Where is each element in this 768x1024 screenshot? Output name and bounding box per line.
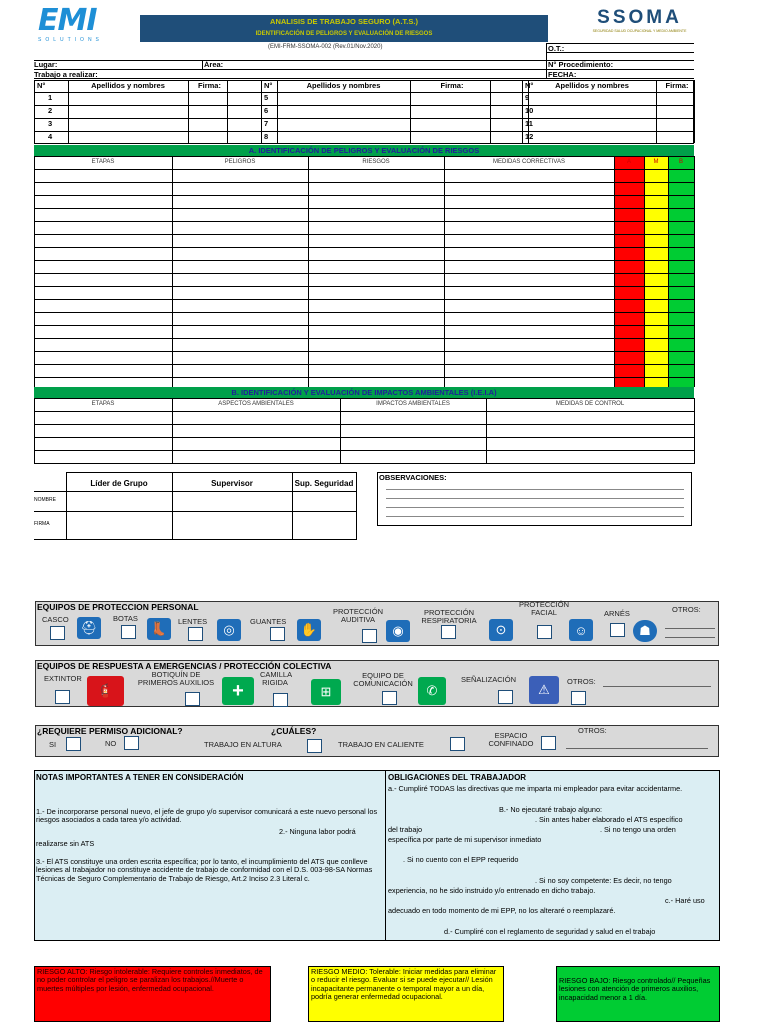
worker-number: 7 xyxy=(264,119,269,128)
nota-3: 3.- El ATS constituye una orden escrita específica; por lo tanto, el incumplimiento del ATS que conlleve lesiones al trabajador no constituye accidente de trabajo de conformidad con el D.S. 003-98-SA Normas Técnicas de Seguro Complementario de Trabajo de Riesgo, Art.2 Inciso 2.3 Literal c. xyxy=(36,857,373,883)
col-line xyxy=(410,80,411,143)
senalizacion-checkbox[interactable] xyxy=(498,690,513,704)
permiso-otros-label: OTROS: xyxy=(578,726,607,735)
hazard-row[interactable] xyxy=(35,313,613,324)
col-header-firma: Firma: xyxy=(665,81,689,90)
signature-sign-cell[interactable] xyxy=(293,512,355,538)
fecha-field[interactable]: FECHA: xyxy=(548,70,577,79)
caliente-label: TRABAJO EN CALIENTE xyxy=(338,740,424,749)
signature-row-firma: FIRMA xyxy=(34,521,50,527)
form-title: ANALISIS DE TRABAJO SEGURO (A.T.S.) xyxy=(270,17,418,26)
hazard-row[interactable] xyxy=(35,222,613,233)
obligacion-b4b: experiencia, no he sido instruido y/o entrenado en dicho trabajo. xyxy=(388,886,596,895)
row-line xyxy=(34,143,694,144)
worker-name-cell[interactable] xyxy=(278,106,409,117)
col-line xyxy=(644,156,645,387)
risk-medium-column xyxy=(644,156,668,387)
ssoma-subtext: SEGURIDAD SALUD OCUPACIONAL Y MEDIO AMBIENTE xyxy=(592,29,687,33)
lentes-checkbox[interactable] xyxy=(188,627,203,641)
col-header-2: IMPACTOS AMBIENTALES xyxy=(376,401,450,407)
worker-number: 4 xyxy=(48,132,53,141)
worker-number: 11 xyxy=(525,119,533,128)
signature-sign-cell[interactable] xyxy=(173,512,291,538)
epp-title: EQUIPOS DE PROTECCION PERSONAL xyxy=(37,602,199,612)
signature-header-1: Supervisor xyxy=(211,479,253,488)
worker-number: 5 xyxy=(264,93,269,102)
confinado-checkbox[interactable] xyxy=(541,736,556,750)
worker-number: 1 xyxy=(48,93,53,102)
col-header-3: MEDIDAS DE CONTROL xyxy=(555,401,625,407)
risk-low-column xyxy=(668,156,694,387)
obligacion-b1b: del trabajo xyxy=(388,825,423,834)
cuales-title: ¿CUÁLES? xyxy=(271,726,317,736)
signage-icon: ⚠ xyxy=(529,676,559,704)
obligacion-c: c.- Haré uso xyxy=(665,896,705,905)
worker-name-cell[interactable] xyxy=(69,106,187,117)
worker-name-cell[interactable] xyxy=(278,93,409,104)
observaciones-box[interactable] xyxy=(377,472,692,526)
nota-2: 2.- Ninguna labor podrá xyxy=(279,827,356,836)
hazard-row[interactable] xyxy=(35,274,613,285)
permit-title: ¿REQUIERE PERMISO ADICIONAL? xyxy=(37,726,183,736)
arnes-label: ARNÉS xyxy=(604,609,630,618)
worker-name-cell[interactable] xyxy=(69,93,187,104)
col-header-n: N° xyxy=(525,81,534,90)
section-a-title: A. IDENTIFICACIÓN DE PELIGROS Y EVALUACIÓN DE RIESGOS xyxy=(34,145,694,156)
col-header-name: Apellidos y nombres xyxy=(555,81,629,90)
col-header-n: N° xyxy=(264,81,273,90)
signature-name-cell[interactable] xyxy=(293,492,355,510)
col-header-4: A xyxy=(626,159,631,165)
signature-sign-cell[interactable] xyxy=(67,512,171,538)
environment-row[interactable] xyxy=(35,425,693,436)
riesgo-alto-box: RIESGO ALTO: Riesgo intolerable: Requiere controles inmediatos, de no poder controlar el peligro se paralizan los trabajos.//Muerte o muertes múltiples por lesión, enfermedad ocupacional. xyxy=(34,966,271,1022)
col-line xyxy=(34,80,35,143)
arnes-checkbox[interactable] xyxy=(610,623,625,637)
comunicacion-checkbox[interactable] xyxy=(382,691,397,705)
altura-checkbox[interactable] xyxy=(307,739,322,753)
harness-icon: ☗ xyxy=(633,620,657,642)
hazard-row[interactable] xyxy=(35,352,613,363)
casco-label: CASCO xyxy=(42,615,69,624)
hazard-row[interactable] xyxy=(35,300,613,311)
obligaciones-title: OBLIGACIONES DEL TRABAJADOR xyxy=(388,773,527,782)
col-line xyxy=(656,80,657,143)
environment-row[interactable] xyxy=(35,412,693,423)
respirator-icon: ⊙ xyxy=(489,619,513,641)
worker-number: 2 xyxy=(48,106,53,115)
col-header-n: N° xyxy=(37,81,46,90)
obligacion-b2: . Si no tengo una orden xyxy=(600,825,676,834)
obligacion-b3: . Si no cuento con el EPP requerido xyxy=(403,855,519,864)
col-line xyxy=(188,80,189,143)
col-line xyxy=(693,80,694,143)
col-header-0: ETAPAS xyxy=(91,159,115,165)
worker-number: 10 xyxy=(525,106,534,115)
ear-protection-icon: ◉ xyxy=(386,620,410,642)
col-header-5: M xyxy=(653,159,659,165)
lugar-field[interactable]: Lugar: xyxy=(34,60,58,69)
facial-checkbox[interactable] xyxy=(537,625,552,639)
first-aid-icon: + xyxy=(222,677,254,705)
row-line xyxy=(34,539,356,540)
row-line xyxy=(34,463,694,464)
signature-header-0: Líder de Grupo xyxy=(90,479,148,488)
row-line xyxy=(34,398,694,399)
obligacion-d: d.- Cumpliré con el reglamento de seguridad y salud en el trabajo xyxy=(444,927,656,936)
caliente-checkbox[interactable] xyxy=(450,737,465,751)
risk-high-column xyxy=(614,156,644,387)
workers-table xyxy=(34,80,694,144)
area-field[interactable]: Área: xyxy=(204,60,224,69)
signatures-table xyxy=(34,472,356,540)
worker-name-cell[interactable] xyxy=(278,132,409,143)
worker-name-cell[interactable] xyxy=(529,119,655,130)
casco-checkbox[interactable] xyxy=(50,626,65,640)
col-header-firma: Firma: xyxy=(198,81,221,90)
no-label: NO xyxy=(105,739,117,748)
logo-subtext: SOLUTIONS xyxy=(38,37,103,43)
title-bar xyxy=(140,15,548,42)
extintor-checkbox[interactable] xyxy=(55,690,70,704)
environment-table xyxy=(34,398,694,464)
col-header-name: Apellidos y nombres xyxy=(91,81,165,90)
worker-number: 9 xyxy=(525,93,530,102)
facial-label: PROTECCIÓN FACIAL xyxy=(518,600,569,617)
trabajo-field[interactable]: Trabajo a realizar: xyxy=(34,70,98,79)
riesgo-medio-box: RIESGO MEDIO: Tolerable: Iniciar medidas para eliminar o reducir el riesgo. Evaluar si se puede ejecutar// Lesión incapacitante permanente o temporal mayor a un día, podría generar enfermedad ocupacional. xyxy=(308,966,504,1022)
senalizacion-label: SEÑALIZACIÓN xyxy=(461,675,517,684)
hazard-row[interactable] xyxy=(35,261,613,272)
obligacion-a: a.- Cumpliré TODAS las directivas que me imparta mi empleador para evitar accidentarme. xyxy=(388,784,683,793)
ot-field[interactable]: O.T.: xyxy=(548,44,565,53)
auditiva-label: PROTECCIÓN AUDITIVA xyxy=(332,607,383,624)
worker-number: 8 xyxy=(264,132,269,141)
col-line xyxy=(694,398,695,464)
col-line xyxy=(614,156,615,387)
section-b-title: B. IDENTIFICACIÓN Y EVALUACIÓN DE IMPACTOS AMBIENTALES (I.E.I.A) xyxy=(34,387,694,398)
signature-header-2: Sup. Seguridad xyxy=(294,479,354,488)
goggles-icon: ◎ xyxy=(217,619,241,641)
phone-icon: ✆ xyxy=(418,677,446,705)
confinado-label: ESPACIO CONFINADO xyxy=(488,731,534,748)
epp-otros-label: OTROS: xyxy=(672,605,701,614)
emergencia-otros-checkbox[interactable] xyxy=(571,691,586,705)
col-line xyxy=(261,80,262,143)
botas-label: BOTAS xyxy=(113,614,138,623)
col-header-1: PELIGROS xyxy=(224,159,256,165)
botiquin-label: BOTIQUÍN DE PRIMEROS AUXILIOS xyxy=(137,670,215,687)
col-header-name: Apellidos y nombres xyxy=(306,81,381,90)
guantes-label: GUANTES xyxy=(250,617,287,626)
notes-panel xyxy=(34,770,720,941)
hazard-row[interactable] xyxy=(35,183,613,194)
hazard-row[interactable] xyxy=(35,235,613,246)
botas-checkbox[interactable] xyxy=(121,625,136,639)
obligacion-b4: . Si no soy competente: Es decir, no tengo xyxy=(535,876,672,885)
camilla-checkbox[interactable] xyxy=(273,693,288,707)
obligacion-b2b: específica por parte de mi supervisor inmediato xyxy=(388,835,542,844)
observaciones-label: OBSERVACIONES: xyxy=(379,473,447,482)
altura-label: TRABAJO EN ALTURA xyxy=(204,740,282,749)
comunicacion-label: EQUIPO DE COMUNICACIÓN xyxy=(353,671,413,688)
worker-name-cell[interactable] xyxy=(69,132,187,143)
respiratoria-label: PROTECCIÓN RESPIRATORIA xyxy=(421,608,477,625)
worker-number: 3 xyxy=(48,119,53,128)
col-line xyxy=(668,156,669,387)
logo-text: EMI xyxy=(38,3,97,38)
signature-name-cell[interactable] xyxy=(67,492,171,510)
ssoma-text: SSOMA xyxy=(597,7,682,28)
nota-1: 1.- De incorporarse personal nuevo, el jefe de grupo y/o supervisor comunicará a este nuevo personal los riesgos asociados a cada tarea y/o actividad. xyxy=(36,807,378,825)
col-header-3: MEDIDAS CORRECTIVAS xyxy=(493,159,565,165)
environment-row[interactable] xyxy=(35,451,693,462)
obligacion-b: B.- No ejecutaré trabajo alguno: xyxy=(499,805,603,814)
guantes-checkbox[interactable] xyxy=(270,627,285,641)
fire-extinguisher-icon: 🧯 xyxy=(87,676,124,706)
obligacion-b1: . Sin antes haber elaborado el ATS específico xyxy=(535,815,683,824)
si-label: SI xyxy=(49,740,57,749)
hazard-row[interactable] xyxy=(35,339,613,350)
camilla-label: CAMILLA RIGIDA xyxy=(260,670,293,687)
nota-2b: realizarse sin ATS xyxy=(36,839,95,848)
col-header-firma: Firma: xyxy=(440,81,464,90)
gloves-icon: ✋ xyxy=(297,619,321,641)
hazard-row[interactable] xyxy=(35,209,613,220)
row-line xyxy=(34,156,694,157)
hazard-row[interactable] xyxy=(35,326,613,337)
hazard-row[interactable] xyxy=(35,170,613,181)
hazard-row[interactable] xyxy=(35,248,613,259)
form-subtitle: IDENTIFICACIÓN DE PELIGROS Y EVALUACIÓN DE RIESGOS xyxy=(255,31,433,37)
worker-number: 12 xyxy=(525,132,534,141)
environment-row[interactable] xyxy=(35,438,693,449)
col-line xyxy=(522,80,523,143)
face-shield-icon: ☺ xyxy=(569,619,593,641)
auditiva-checkbox[interactable] xyxy=(362,629,377,643)
worker-name-cell[interactable] xyxy=(529,93,655,104)
emergencia-otros-label: OTROS: xyxy=(567,677,596,686)
no-checkbox[interactable] xyxy=(124,736,139,750)
worker-name-cell[interactable] xyxy=(69,119,187,130)
obligacion-cb: adecuado en todo momento de mi EPP, no los alteraré o reemplazaré. xyxy=(388,906,616,915)
hazard-row[interactable] xyxy=(35,287,613,298)
lentes-label: LENTES xyxy=(178,617,208,626)
hazards-table xyxy=(34,156,694,387)
hazard-row[interactable] xyxy=(35,365,613,376)
procedimiento-field[interactable]: N° Procedimiento: xyxy=(548,60,614,69)
hazard-row[interactable] xyxy=(35,196,613,207)
ssoma-logo xyxy=(592,7,687,39)
col-header-0: ETAPAS xyxy=(91,401,115,407)
helmet-icon: ⛑ xyxy=(77,617,101,639)
emergency-title: EQUIPOS DE RESPUESTA A EMERGENCIAS / PROTECCIÓN COLECTIVA xyxy=(37,661,332,671)
form-code: (EMI-FRM-SSOMA-002 (Rev.01/Nov.2020) xyxy=(268,44,383,50)
notas-title: NOTAS IMPORTANTES A TENER EN CONSIDERACIÓN xyxy=(36,773,244,782)
boots-icon: 👢 xyxy=(147,618,171,640)
worker-name-cell[interactable] xyxy=(529,132,655,143)
signature-name-cell[interactable] xyxy=(173,492,291,510)
riesgo-bajo-box: RIESGO BAJO: Riesgo controlado// Pequeñas lesiones con atención de primeros auxilios, incapacidad menor a 1 día. xyxy=(556,966,720,1022)
botiquin-checkbox[interactable] xyxy=(185,692,200,706)
col-line xyxy=(356,472,357,540)
extintor-label: EXTINTOR xyxy=(44,674,82,683)
worker-name-cell[interactable] xyxy=(529,106,655,117)
col-header-2: RIESGOS xyxy=(362,159,390,165)
row-line xyxy=(66,472,356,473)
col-header-6: B xyxy=(678,159,683,165)
col-header-1: ASPECTOS AMBIENTALES xyxy=(218,401,294,407)
worker-number: 6 xyxy=(264,106,269,115)
si-checkbox[interactable] xyxy=(66,737,81,751)
respiratoria-checkbox[interactable] xyxy=(441,625,456,639)
signature-row-nombre: NOMBRE xyxy=(34,497,56,503)
stretcher-icon: ⊞ xyxy=(311,679,341,705)
emi-logo xyxy=(38,3,128,46)
worker-name-cell[interactable] xyxy=(278,119,409,130)
col-line xyxy=(694,156,695,387)
